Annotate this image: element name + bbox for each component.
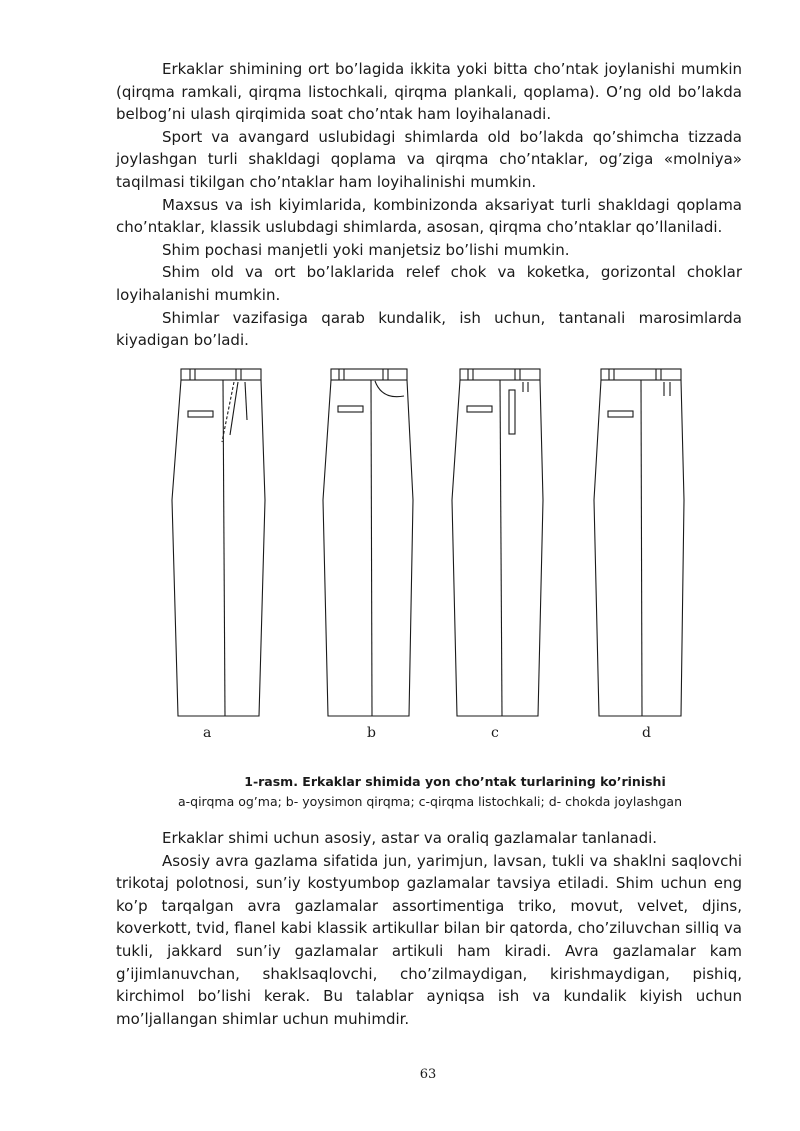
trousers-b-illustration bbox=[323, 369, 413, 716]
trousers-d-illustration bbox=[594, 369, 684, 716]
paragraph: Erkaklar shimining ort bo’lagida ikkita yoki bitta cho’ntak joylanishi mumkin (qirqma ramkali, qirqma listochkali, qirqma plankali, qoplama). O’ng old bo’lakda belbog’ni ulash qirqimida soat cho’ntak ham loyihalanadi. bbox=[116, 60, 742, 124]
paragraph: Erkaklar shimi uchun asosiy, astar va oraliq gazlamalar tanlanadi. bbox=[162, 829, 658, 847]
paragraph: Sport va avangard uslubidagi shimlarda old bo’lakda qo’shimcha tizzada joylashgan turli shakldagi qoplama va qirqma cho’ntaklar, og’ziga «molniya» taqilmasi tikilgan cho’ntaklar ham loyihalinishi mumkin. bbox=[116, 127, 742, 191]
paragraph: Shimlar vazifasiga qarab kundalik, ish uchun, tantanali marosimlarda kiyadigan bo’ladi. bbox=[116, 308, 742, 350]
trousers-c-illustration bbox=[452, 369, 543, 716]
body-text-bottom bbox=[116, 827, 742, 1030]
trousers-pocket-figure bbox=[150, 360, 690, 745]
figure-label-a: a bbox=[203, 725, 212, 741]
figure-caption-title: 1-rasm. Erkaklar shimida yon cho’ntak turlarining ko’rinishi bbox=[244, 774, 666, 789]
paragraph: Shim old va ort bo’laklarida relef chok va koketka, gorizontal choklar loyihalanishi mumkin. bbox=[116, 263, 742, 304]
figure-label-d: d bbox=[642, 725, 651, 741]
page-number: 63 bbox=[419, 1067, 437, 1082]
trousers-a-illustration bbox=[172, 369, 265, 716]
paragraph: Shim pochasi manjetli yoki manjetsiz bo’lishi mumkin. bbox=[162, 240, 570, 259]
figure-caption-legend: a-qirqma og’ma; b- yoysimon qirqma; c-qirqma listochkali; d- chokda joylashgan bbox=[177, 794, 682, 809]
figure-label-c: c bbox=[491, 725, 499, 741]
body-text-top bbox=[116, 58, 742, 352]
figure-label-b: b bbox=[367, 725, 376, 741]
paragraph: Asosiy avra gazlama sifatida jun, yarimjun, lavsan, tukli va shaklni saqlovchi trikotaj polotnosi, sun’iy kostyumbop gazlamalar tavsiya etiladi. Shim uchun eng ko’p tarqalgan avra gazlamalar assortimentiga triko, movut, velvet, djins, koverkott, tvid, flanel kabi klassik artikullar bilan bir qatorda, cho’ziluvchan silliq va tukli, jakkard sun’iy gazlamalar artikuli ham kiradi. Avra gazlamalar kam g’ijimlanuvchan, shaklsaqlovchi, cho’zilmaydigan, kirishmaydigan, pishiq, kirchimol bo’lishi kerak. Bu talablar ayniqsa ish va kundalik kiyish uchun mo’ljallangan shimlar uchun muhimdir. bbox=[116, 851, 742, 1028]
paragraph: Maxsus va ish kiyimlarida, kombinizonda aksariyat turli shakldagi qoplama cho’ntaklar, klassik uslubdagi shimlarda, asosan, qirqma cho’ntaklar qo’llaniladi. bbox=[116, 195, 742, 237]
